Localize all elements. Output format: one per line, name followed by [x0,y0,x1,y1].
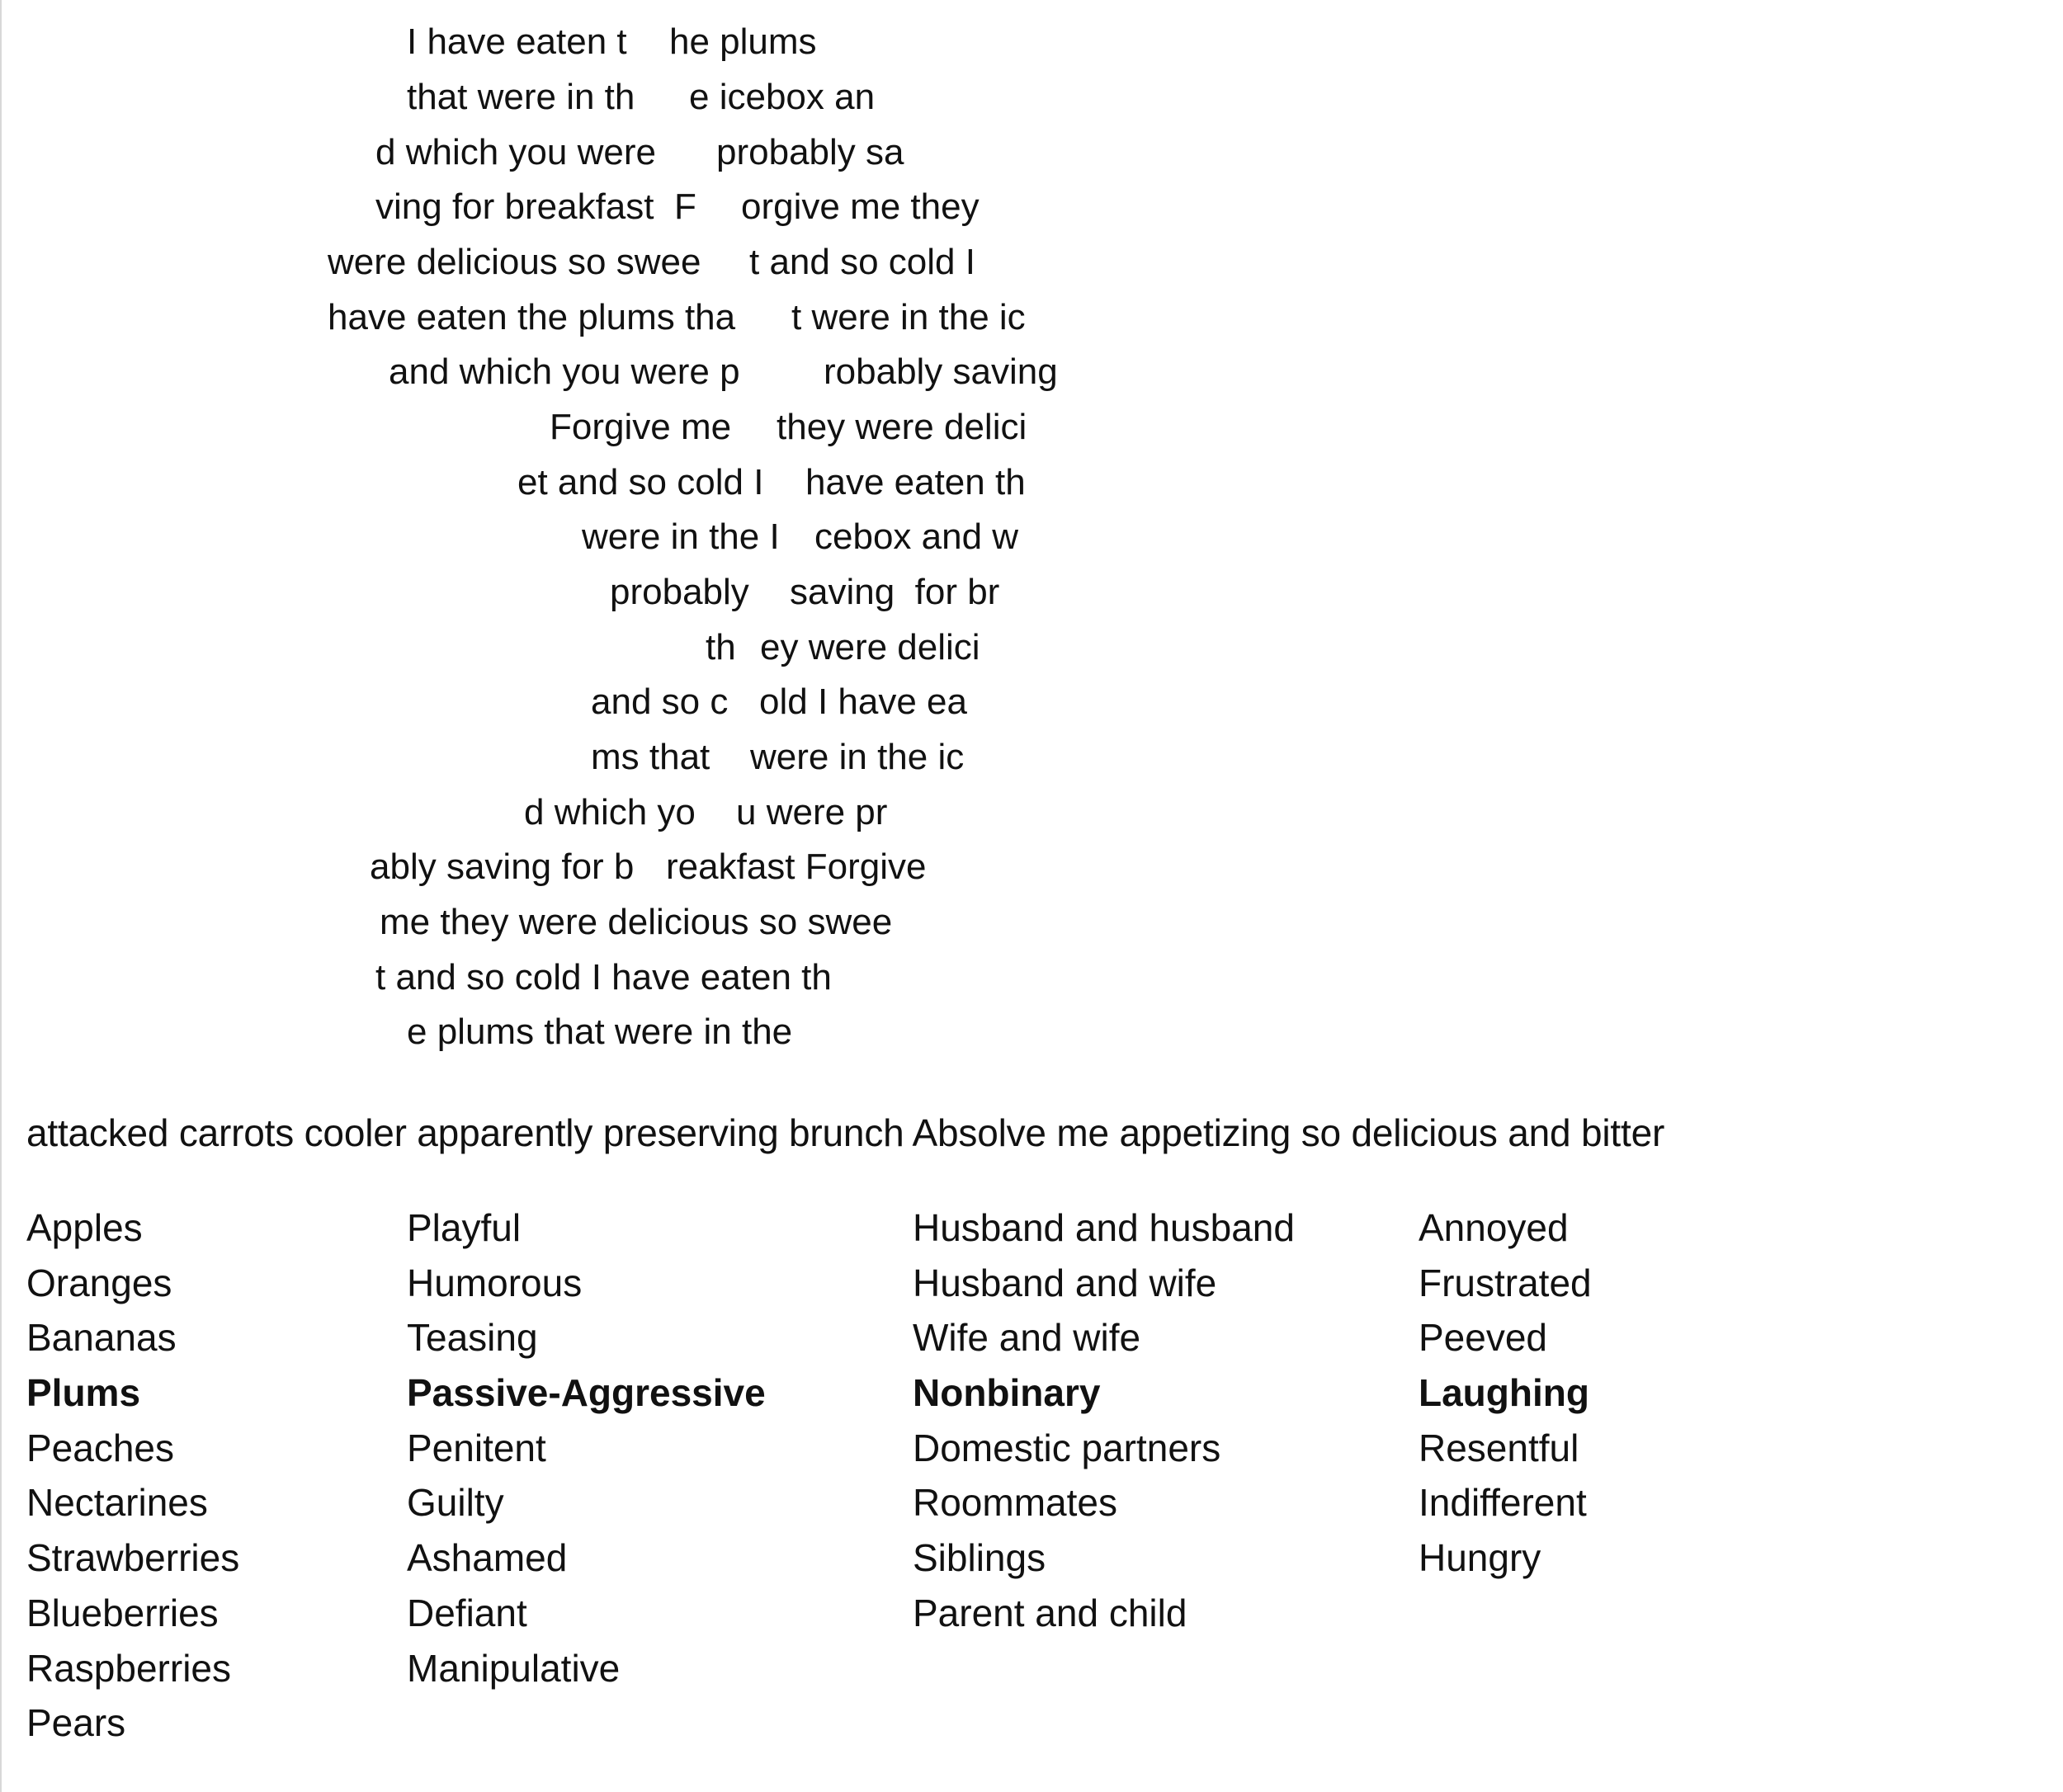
poem-line-15 [0,785,888,840]
relationships-column [913,1200,1295,1641]
poem-line-7-left: and which you were p [389,351,740,392]
poem-line-12-left: th [706,627,736,667]
poem-line-13-left: and so c [591,681,729,722]
poem-line-8-right: they were delici [777,407,1027,447]
moods-column [1419,1200,1592,1586]
poem-line-18-left: t and so cold I have eaten th [375,957,832,997]
poem-line-8 [0,400,1027,455]
relationship-item: Siblings [913,1536,1046,1580]
poem-line-17 [0,895,893,950]
poem-line-17-left: me they were delicious so swee [380,902,893,942]
poem-line-10 [0,510,1019,564]
poem-line-19-left: e plums that were in the [407,1012,793,1052]
poem-line-14-left: ms that [591,737,710,777]
poem-line-5-right: t and so cold I [749,242,975,282]
poem-line-1-right: he plums [669,21,817,62]
poem-line-10-left: were in the I [582,516,780,557]
fruit-item: Strawberries [26,1536,240,1580]
poem-line-3 [0,125,904,180]
poem-line-7 [0,345,1058,399]
tone-item: Defiant [407,1591,527,1634]
poem-line-13 [0,675,967,729]
poem-line-3-right: probably sa [716,132,904,172]
poem-line-11-right: saving for br [790,572,1000,612]
poem-line-16 [0,840,927,894]
poem-line-9 [0,455,1026,510]
poem-line-1-left: I have eaten t [407,21,627,62]
poem-line-15-left: d which yo [524,792,696,832]
relationship-item: Parent and child [913,1591,1187,1634]
relationship-item-selected: Nonbinary [913,1371,1101,1415]
mood-item: Hungry [1419,1536,1541,1580]
poem-line-16-right: reakfast Forgive [666,846,927,887]
poem-line-11 [0,565,1000,620]
poem-line-2-right: e icebox an [689,77,876,117]
poem-line-4-left: ving for breakfast F [375,186,696,227]
poem-line-8-left: Forgive me [550,407,732,447]
mood-item: Frustrated [1419,1261,1592,1304]
tone-item: Manipulative [407,1646,621,1690]
mood-item-selected: Laughing [1419,1371,1589,1415]
fruit-item: Bananas [26,1316,177,1360]
tone-item-selected: Passive-Aggressive [407,1371,766,1415]
poem-line-18 [0,950,832,1005]
relationship-item: Domestic partners [913,1426,1221,1469]
poem-line-2 [0,70,876,125]
fruit-item-selected: Plums [26,1371,141,1415]
poem-line-12 [0,620,980,675]
poem-line-5-left: were delicious so swee [328,242,701,282]
poem-line-3-left: d which you were [375,132,656,172]
mood-item: Indifferent [1419,1481,1587,1525]
tone-item: Guilty [407,1481,504,1525]
poem-line-11-left: probably [610,572,749,612]
poem-line-5 [0,235,975,290]
fruits-column [26,1200,239,1751]
poem-line-4-right: orgive me they [741,186,980,227]
tone-item: Humorous [407,1261,583,1304]
fruit-item: Raspberries [26,1646,231,1690]
fruit-item: Nectarines [26,1481,208,1525]
poem-line-6-right: t were in the ic [791,297,1026,337]
poem-line-9-right: have eaten th [805,462,1026,502]
poem-line-12-right: ey were delici [760,627,980,667]
relationship-item: Husband and wife [913,1261,1217,1304]
poem-line-19 [0,1005,793,1059]
tones-column [407,1200,766,1695]
poem-line-6-left: have eaten the plums tha [328,297,736,337]
poem-line-1 [0,15,817,69]
tone-item: Playful [407,1206,522,1249]
relationship-item: Wife and wife [913,1316,1141,1360]
poem-line-4 [0,180,980,234]
tone-item: Penitent [407,1426,546,1469]
fruit-item: Apples [26,1206,143,1249]
poem-line-7-right: robably saving [824,351,1058,392]
fruit-item: Oranges [26,1261,172,1304]
relationship-item: Husband and husband [913,1206,1295,1249]
paraphrase-sentence: attacked carrots cooler apparently preserving brunch Absolve me appetizing so delicious and bitter [26,1111,1665,1154]
fruit-item: Peaches [26,1426,175,1469]
poem-line-16-left: ably saving for b [370,846,635,887]
fruit-item: Blueberries [26,1591,219,1634]
poem-line-13-right: old I have ea [759,681,967,722]
tone-item: Teasing [407,1316,538,1360]
poem-line-6 [0,290,1026,345]
tone-item: Ashamed [407,1536,568,1580]
poem-line-15-right: u were pr [736,792,888,832]
poem-line-9-left: et and so cold I [517,462,764,502]
mood-item: Annoyed [1419,1206,1569,1249]
mood-item: Peeved [1419,1316,1548,1360]
poem-line-14 [0,730,965,785]
fruit-item: Pears [26,1701,126,1745]
poem-line-14-right: were in the ic [750,737,965,777]
poem-line-10-right: cebox and w [814,516,1019,557]
mood-item: Resentful [1419,1426,1579,1469]
poem-line-2-left: that were in th [407,77,635,117]
relationship-item: Roommates [913,1481,1117,1525]
